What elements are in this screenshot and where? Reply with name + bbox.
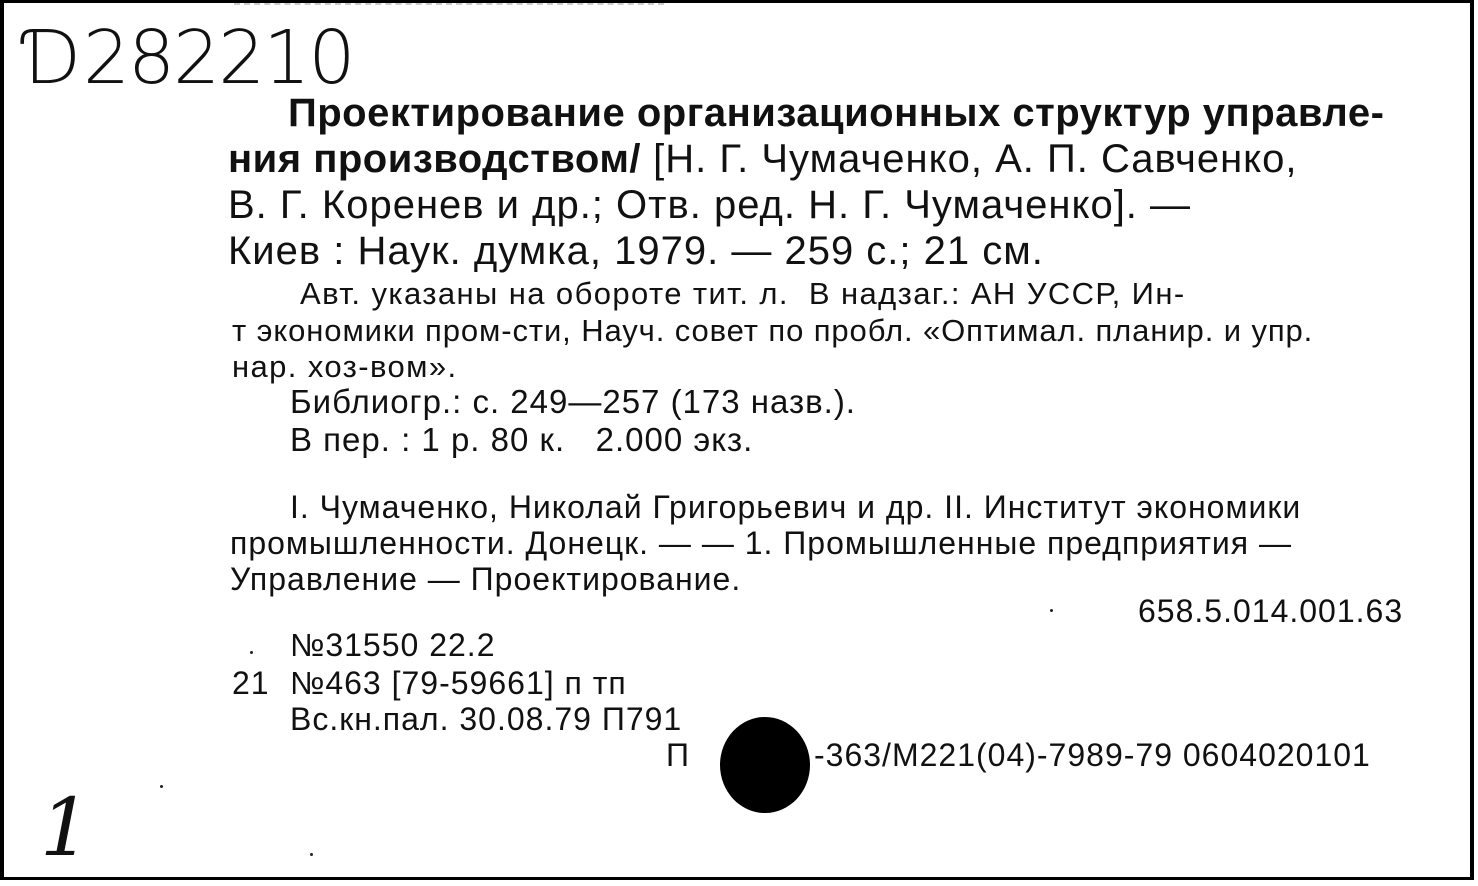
top-edge-mark (234, 3, 664, 6)
handwritten-copy-mark: 1 (40, 781, 91, 874)
punch-hole (720, 717, 810, 813)
speck (250, 651, 253, 654)
registration-number: №31550 22.2 (290, 627, 496, 663)
title-line-2 (228, 137, 1297, 182)
note-line-2: т экономики пром-сти, Науч. совет по пробл. «Оптимал. планир. и упр. (232, 313, 1314, 348)
title-line-2-bold: ния производством/ (228, 137, 642, 181)
catalog-code: -363/М221(04)-7989-79 0604020101 (814, 737, 1371, 773)
handwritten-call-number: Ɗ282210 (24, 15, 354, 101)
bibliography-note: Библиогр.: с. 249—257 (173 назв.). (290, 383, 856, 420)
imprint-prefix: 21 (232, 665, 270, 701)
speck (1050, 609, 1053, 612)
price-note: В пер. : 1 р. 80 к. 2.000 экз. (290, 421, 754, 458)
speck (160, 785, 163, 788)
note-line-1: Авт. указаны на обороте тит. л. В надзаг.: АН УССР, Ин- (300, 276, 1186, 311)
title-line-3: В. Г. Коренев и др.; Отв. ред. Н. Г. Чумаченко]. — (228, 183, 1192, 227)
title-line-1: Проектирование организационных структур управле- (288, 91, 1385, 135)
tracing-line-1: I. Чумаченко, Николай Григорьевич и др. II. Институт экономики (290, 489, 1302, 525)
udc-number: 658.5.014.001.63 (1138, 593, 1404, 629)
order-number: №463 [79-59661] п тп (290, 665, 627, 701)
note-line-3: нар. хоз-вом». (232, 349, 458, 384)
speck (310, 853, 313, 856)
tracing-line-3: Управление — Проектирование. (230, 561, 742, 597)
tracing-line-2: промышленности. Донецк. — — 1. Промышленные предприятия — (230, 525, 1293, 561)
title-line-2-authors: [Н. Г. Чумаченко, А. П. Савченко, (641, 137, 1298, 181)
title-line-4: Киев : Наук. думка, 1979. — 259 с.; 21 см. (228, 229, 1044, 273)
book-chamber-line: Вс.кн.пал. 30.08.79 П791 (290, 701, 683, 737)
code-prefix-letter: П (666, 737, 690, 773)
